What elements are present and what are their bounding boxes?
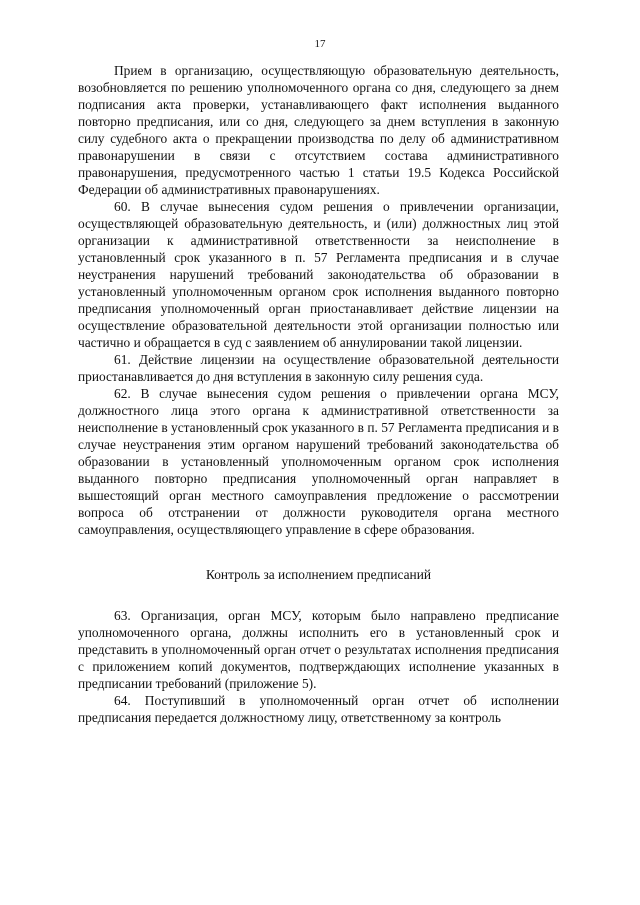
paragraph-64: 64. Поступивший в уполномоченный орган отчет об исполнении предписания передается должностному лицу, ответственному за контроль <box>78 693 559 725</box>
paragraph-61: 61. Действие лицензии на осуществление образовательной деятельности приостанавливается до дня вступления в законную силу решения суда. <box>78 352 559 384</box>
paragraph-60: 60. В случае вынесения судом решения о привлечении организации, осуществляющей образовательную деятельность, и (или) должностных лиц этой организации к административной ответственности за неисполнение в установленный срок указанного в п. 57 Регламента предписания и в случае неустранения нарушений требований законодательства об образовании в установленный уполномоченным органом срок исполнения выданного повторно предписания уполномоченный орган приостанавливает действие лицензии на осуществление образовательной деятельности этой организации полностью или частично и обращается в суд с заявлением об аннулировании такой лицензии. <box>78 199 559 350</box>
document-body <box>78 62 559 726</box>
page-number: 17 <box>314 38 326 50</box>
paragraph-62: 62. В случае вынесения судом решения о привлечении органа МСУ, должностного лица этого органа к административной ответственности за неисполнение в установленный срок указанного в п. 57 Регламента предписания и в случае неустранения этим органом нарушений требований законодательства об образовании в установленный уполномоченным органом срок исполнения выданного повторно предписания уполномоченный орган направляет в вышестоящий орган местного самоуправления предложение о рассмотрении вопроса об отстранении от должности руководителя органа местного самоуправления, осуществляющего управление в сфере образования. <box>78 386 559 537</box>
paragraph-63: 63. Организация, орган МСУ, которым было направлено предписание уполномоченного органа, должны исполнить его в установленный срок и представить в уполномоченный орган отчет о результатах исполнения предписания с приложением копий документов, подтверждающих исполнение указанных в предписании требований (приложение 5). <box>78 608 559 691</box>
paragraph-resumption: Прием в организацию, осуществляющую образовательную деятельность, возобновляется по решению уполномоченного органа со дня, следующего за днем подписания акта проверки, устанавливающего факт исполнения выданного повторно предписания, или со дня, следующего за днем вступления в законную силу судебного акта о прекращении производства по делу об административном правонарушении в связи с отсутствием состава административного правонарушения, предусмотренного частью 1 статьи 19.5 Кодекса Российской Федерации об административных правонарушениях. <box>78 63 559 197</box>
section-heading: Контроль за исполнением предписаний <box>205 567 432 582</box>
